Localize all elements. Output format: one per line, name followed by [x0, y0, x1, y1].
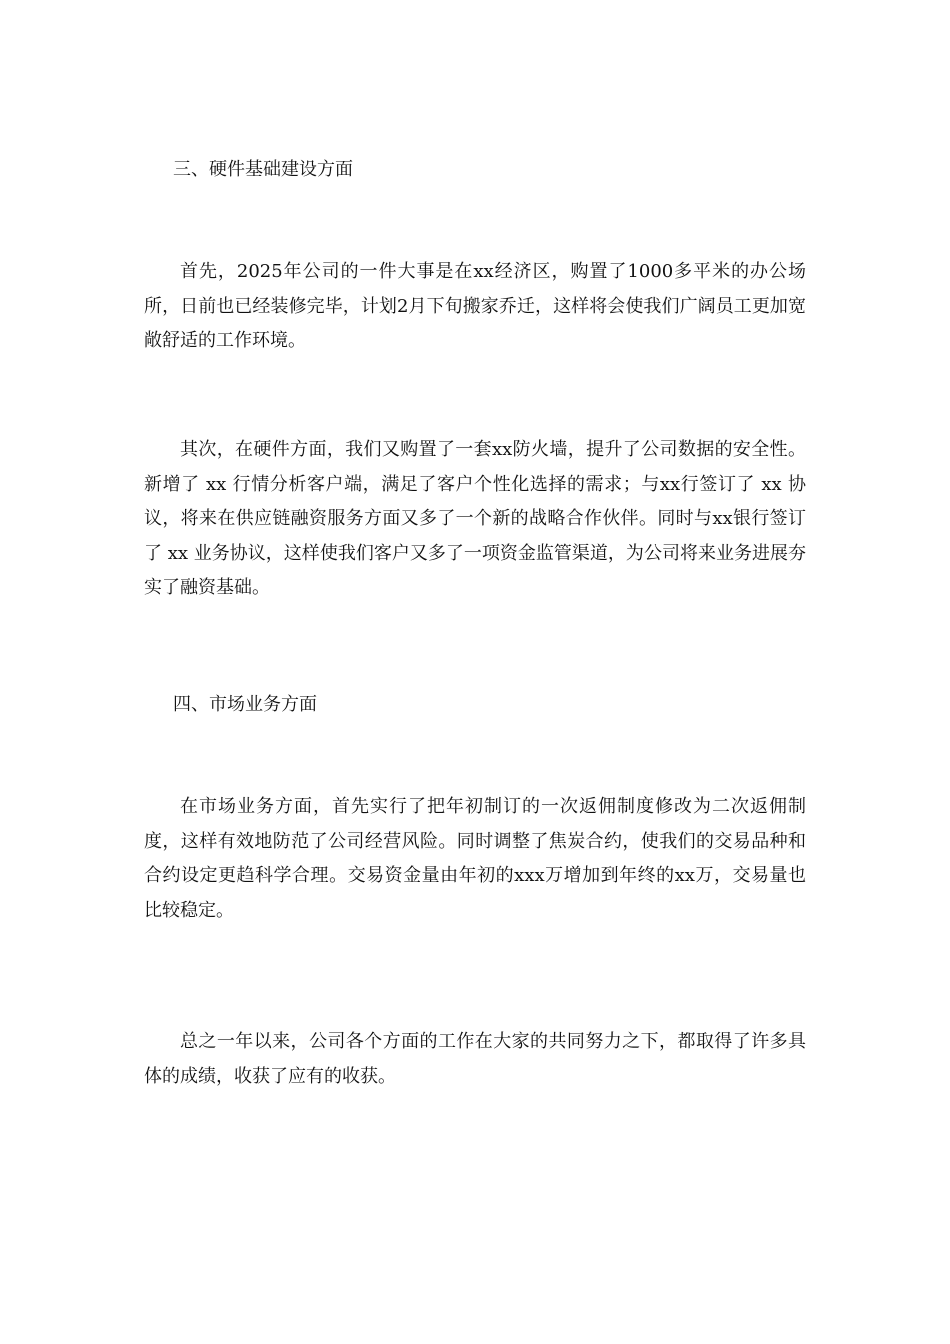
paragraph-hardware-upgrades: 其次，在硬件方面，我们又购置了一套xx防火墙，提升了公司数据的安全性。新增了 xx 行情分析客户端，满足了客户个性化选择的需求；与xx行签订了 xx 协议，将来在供应链融资服务方面又多了一个新的战略合作伙伴。同时与xx银行签订了 xx 业务协议，这样使我们客户又多了一项资金监管渠道，为公司将来业务进展夯实了融资基础。	[144, 439, 806, 598]
section-heading-market: 四、市场业务方面	[173, 694, 317, 715]
section-heading-hardware: 三、硬件基础建设方面	[173, 159, 353, 180]
paragraph-office-purchase: 首先，2025年公司的一件大事是在xx经济区，购置了1000多平米的办公场所，日前也已经装修完毕，计划2月下旬搬家乔迁，这样将会使我们广阔员工更加宽敞舒适的工作环境。	[144, 261, 806, 351]
paragraph-conclusion: 总之一年以来，公司各个方面的工作在大家的共同努力之下，都取得了许多具体的成绩，收获了应有的收获。	[144, 1031, 806, 1087]
paragraph-market-business: 在市场业务方面，首先实行了把年初制订的一次返佣制度修改为二次返佣制度，这样有效地防范了公司经营风险。同时调整了焦炭合约，使我们的交易品种和合约设定更趋科学合理。交易资金量由年初的xxx万增加到年终的xx万，交易量也比较稳定。	[144, 796, 806, 921]
